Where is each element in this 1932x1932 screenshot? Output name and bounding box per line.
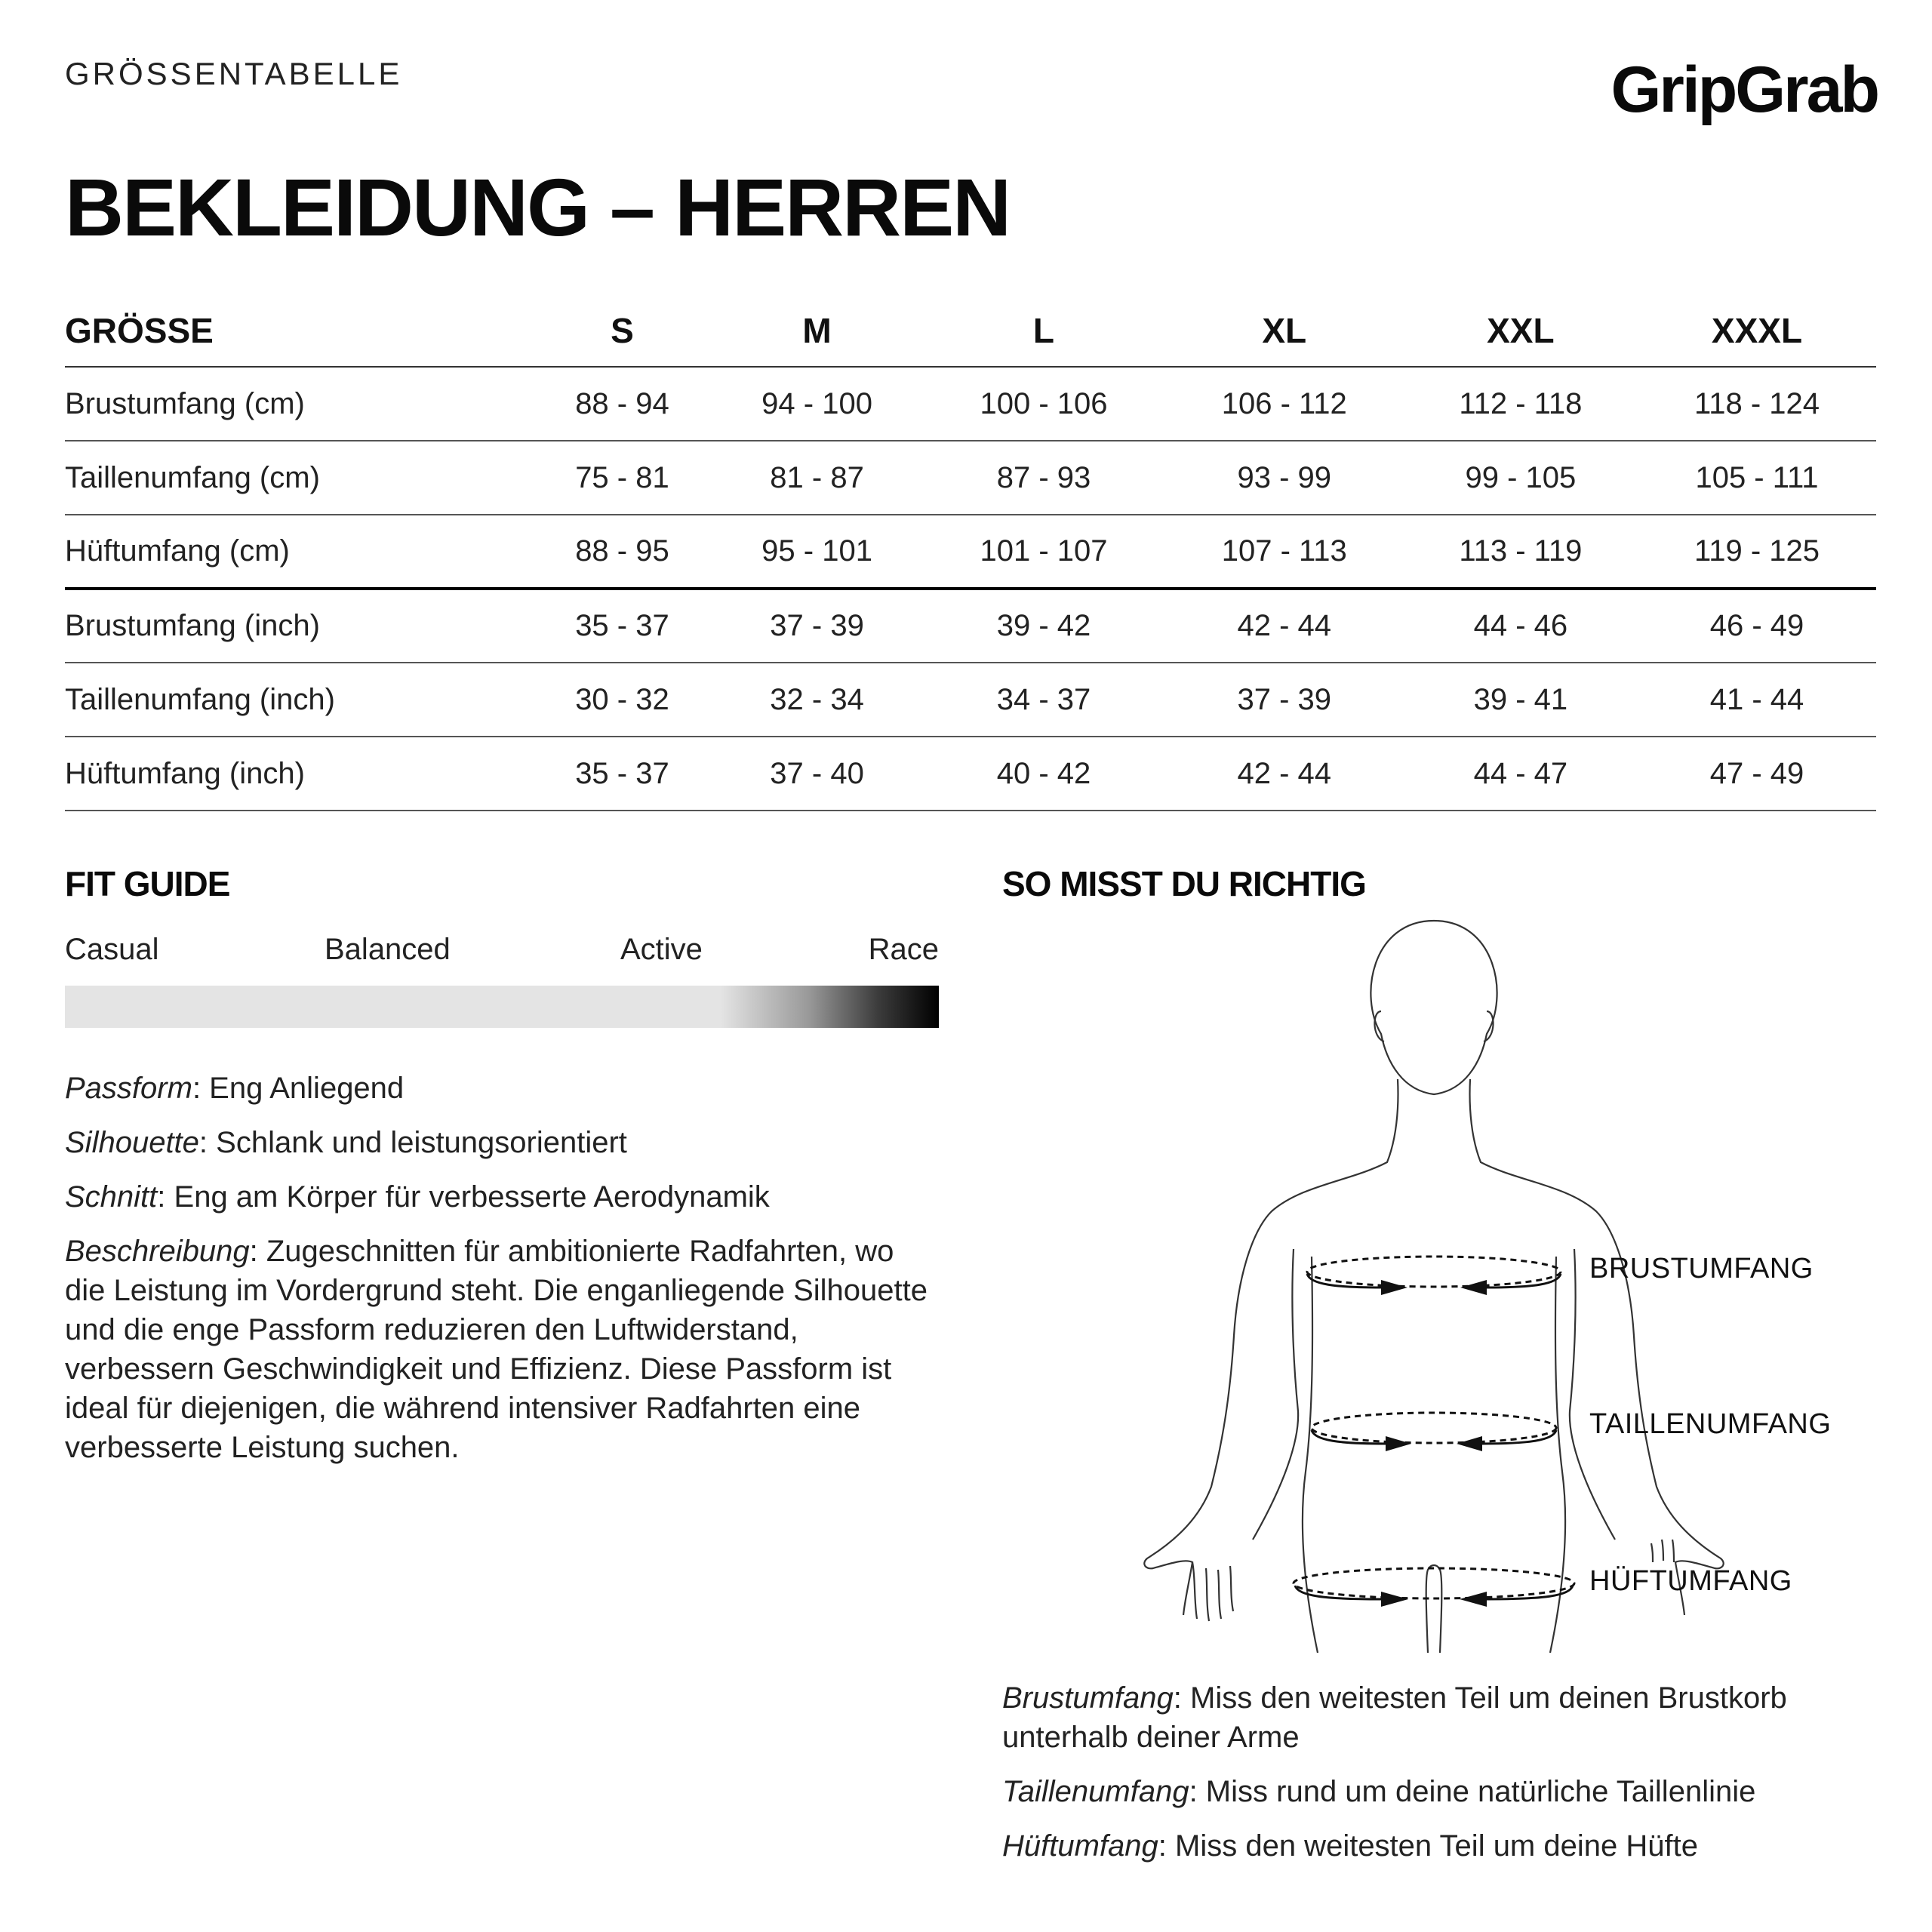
row-label: Taillenumfang (inch)	[65, 663, 533, 737]
size-table-header-row	[65, 294, 1876, 367]
gripgrab-logo: GripGrab	[1611, 54, 1878, 126]
row-label: Brustumfang (cm)	[65, 367, 533, 441]
size-header: XXL	[1404, 294, 1638, 367]
row-label: Hüftumfang (inch)	[65, 737, 533, 811]
fit-term: Silhouette	[65, 1126, 199, 1159]
fit-gradient-bar	[65, 986, 939, 1028]
table-row	[65, 367, 1876, 441]
fit-value: : Schlank und leistungsorientiert	[198, 1126, 627, 1159]
table-cell: 95 - 101	[712, 515, 922, 589]
table-cell: 34 - 37	[922, 663, 1165, 737]
fit-scale-race: Race	[868, 933, 939, 966]
table-row	[65, 589, 1876, 663]
table-cell: 112 - 118	[1404, 367, 1638, 441]
fit-scale-balanced: Balanced	[325, 933, 451, 966]
table-cell: 75 - 81	[533, 441, 712, 515]
table-cell: 35 - 37	[533, 737, 712, 811]
measure-value: : Miss den weitesten Teil um deine Hüfte	[1158, 1829, 1698, 1863]
table-cell: 41 - 44	[1638, 663, 1876, 737]
table-cell: 37 - 40	[712, 737, 922, 811]
measure-item	[1002, 1678, 1893, 1757]
fit-term: Beschreibung	[65, 1235, 250, 1268]
table-cell: 39 - 41	[1404, 663, 1638, 737]
measure-heading: SO MISST DU RICHTIG	[1002, 864, 1366, 903]
fit-value: : Eng am Körper für verbesserte Aerodynamik	[157, 1180, 770, 1214]
page-kicker: GRÖSSENTABELLE	[65, 56, 403, 91]
table-cell: 44 - 46	[1404, 589, 1638, 663]
fit-value: : Eng Anliegend	[192, 1072, 405, 1105]
table-cell: 88 - 95	[533, 515, 712, 589]
table-cell: 106 - 112	[1165, 367, 1404, 441]
size-header: L	[922, 294, 1165, 367]
table-cell: 88 - 94	[533, 367, 712, 441]
fit-item	[65, 1069, 971, 1108]
size-header-label: GRÖSSE	[65, 294, 533, 367]
row-label: Brustumfang (inch)	[65, 589, 533, 663]
table-cell: 46 - 49	[1638, 589, 1876, 663]
fit-item	[65, 1232, 940, 1467]
table-cell: 37 - 39	[1165, 663, 1404, 737]
table-cell: 93 - 99	[1165, 441, 1404, 515]
table-cell: 87 - 93	[922, 441, 1165, 515]
size-table	[65, 294, 1876, 811]
table-cell: 107 - 113	[1165, 515, 1404, 589]
table-cell: 35 - 37	[533, 589, 712, 663]
fit-term: Passform	[65, 1072, 192, 1105]
table-cell: 118 - 124	[1638, 367, 1876, 441]
page-title: BEKLEIDUNG – HERREN	[65, 162, 1011, 253]
table-cell: 37 - 39	[712, 589, 922, 663]
table-cell: 44 - 47	[1404, 737, 1638, 811]
measure-item	[1002, 1772, 1893, 1811]
fit-item	[65, 1123, 971, 1162]
table-cell: 40 - 42	[922, 737, 1165, 811]
size-header: XXXL	[1638, 294, 1876, 367]
table-cell: 30 - 32	[533, 663, 712, 737]
hip-label: HÜFTUMFANG	[1589, 1565, 1792, 1597]
measure-value: : Miss rund um deine natürliche Taillenlinie	[1189, 1775, 1756, 1808]
measure-description	[1002, 1678, 1893, 1881]
table-cell: 42 - 44	[1165, 737, 1404, 811]
row-label: Taillenumfang (cm)	[65, 441, 533, 515]
fit-term: Schnitt	[65, 1180, 158, 1214]
fit-scale-casual: Casual	[65, 933, 159, 966]
table-cell: 101 - 107	[922, 515, 1165, 589]
table-cell: 105 - 111	[1638, 441, 1876, 515]
table-cell: 113 - 119	[1404, 515, 1638, 589]
size-header: M	[712, 294, 922, 367]
table-cell: 99 - 105	[1404, 441, 1638, 515]
table-row	[65, 663, 1876, 737]
table-cell: 94 - 100	[712, 367, 922, 441]
table-cell: 119 - 125	[1638, 515, 1876, 589]
size-header: S	[533, 294, 712, 367]
measure-item	[1002, 1826, 1893, 1866]
body-outline-illustration	[1132, 913, 1811, 1660]
measure-term: Hüftumfang	[1002, 1829, 1158, 1863]
chest-label: BRUSTUMFANG	[1589, 1253, 1814, 1284]
measure-term: Brustumfang	[1002, 1681, 1174, 1715]
waist-label: TAILLENUMFANG	[1589, 1408, 1832, 1440]
table-cell: 81 - 87	[712, 441, 922, 515]
fit-item	[65, 1177, 971, 1217]
table-row	[65, 737, 1876, 811]
table-row	[65, 441, 1876, 515]
measure-value: : Miss den weitesten Teil um deinen Brustkorb unterhalb deiner Arme	[1002, 1681, 1787, 1754]
fit-guide-heading: FIT GUIDE	[65, 864, 230, 903]
table-cell: 100 - 106	[922, 367, 1165, 441]
fit-value: : Zugeschnitten für ambitionierte Radfahrten, wo die Leistung im Vordergrund steht. Die enganliegende Silhouette und die enge Passform reduzieren den Luftwiderstand, verbessern Geschwindigkeit und Effizienz. Diese Passform ist ideal für diejenigen, die während intensiver Radfahrten eine verbesserte Leistung suchen.	[65, 1235, 928, 1464]
table-row	[65, 515, 1876, 589]
size-header: XL	[1165, 294, 1404, 367]
table-cell: 39 - 42	[922, 589, 1165, 663]
table-cell: 42 - 44	[1165, 589, 1404, 663]
measure-term: Taillenumfang	[1002, 1775, 1189, 1808]
row-label: Hüftumfang (cm)	[65, 515, 533, 589]
table-cell: 32 - 34	[712, 663, 922, 737]
fit-scale-labels	[65, 933, 939, 978]
table-cell: 47 - 49	[1638, 737, 1876, 811]
fit-description	[65, 1069, 971, 1482]
fit-scale-active: Active	[620, 933, 703, 966]
